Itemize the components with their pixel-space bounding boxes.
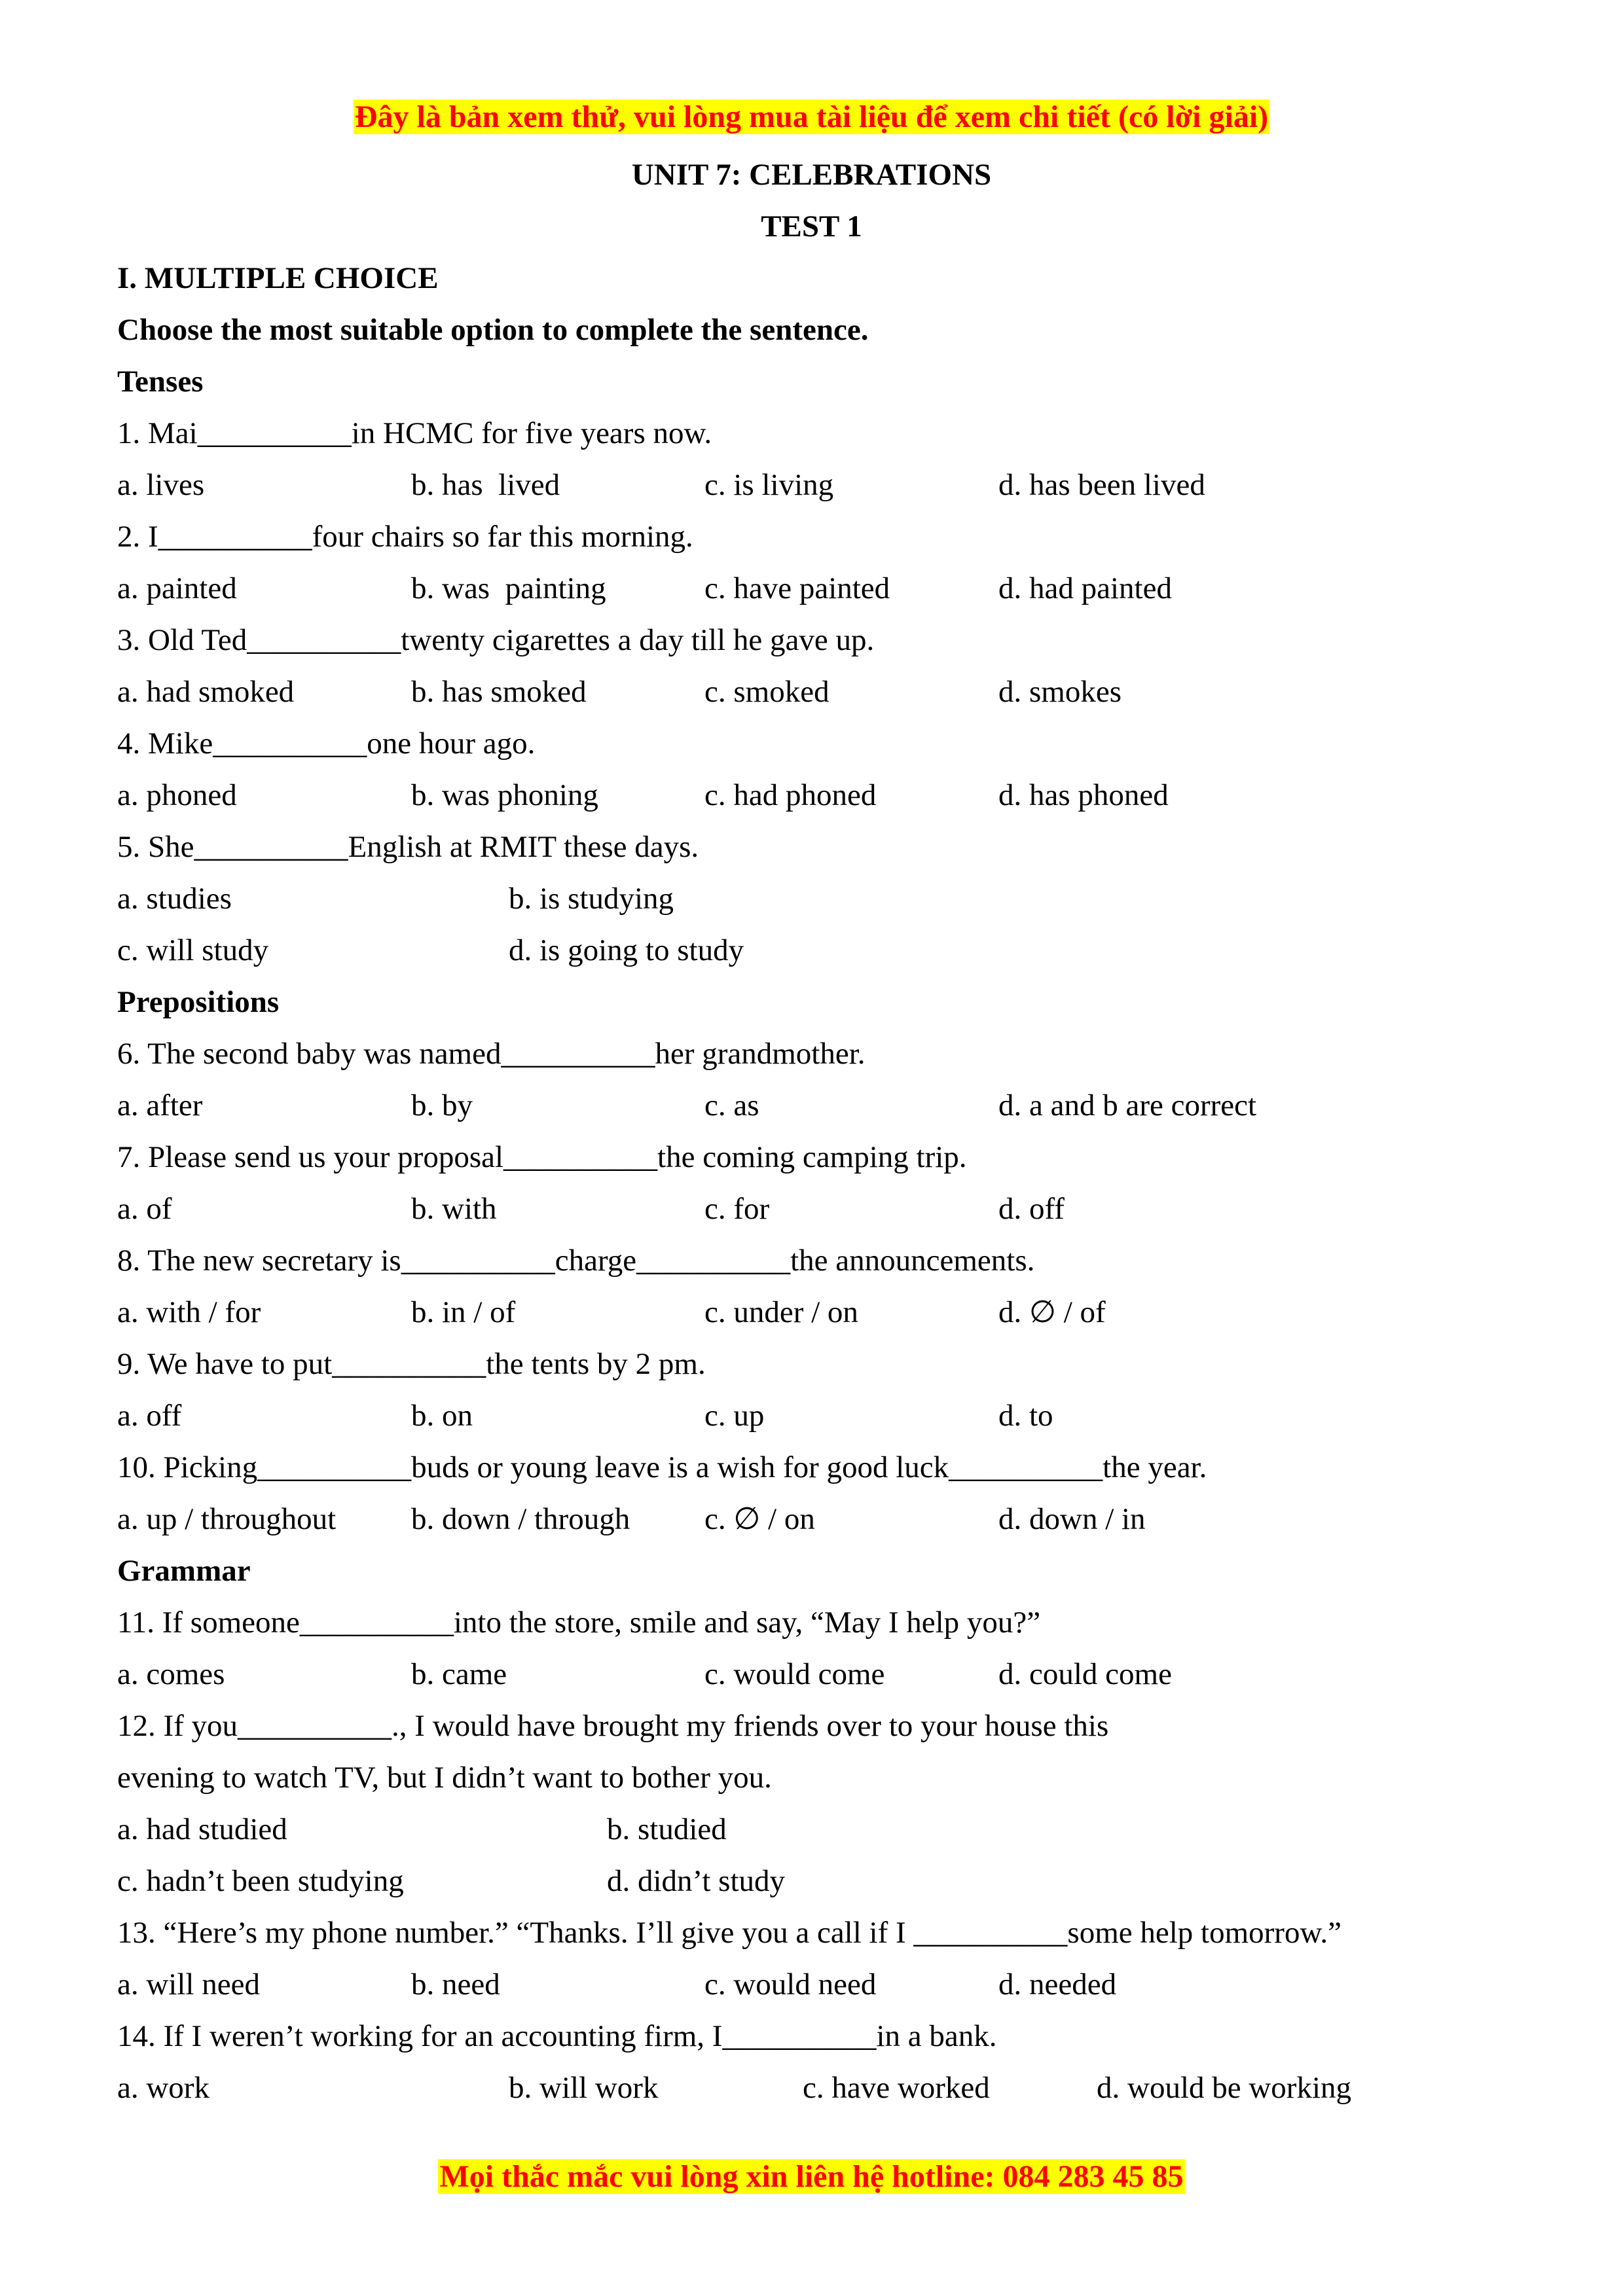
- answer-option[interactable]: d. to: [998, 1399, 1053, 1433]
- options-row: [0, 1390, 1623, 1442]
- question-stem: 4. Mike__________one hour ago.: [117, 726, 536, 761]
- answer-option[interactable]: b. down / through: [411, 1502, 630, 1536]
- answer-option[interactable]: c. hadn’t been studying: [117, 1864, 404, 1898]
- hotline-text: Mọi thắc mắc vui lòng xin liên hệ hotline: 084 283 45 85: [439, 2159, 1184, 2194]
- answer-option[interactable]: b. has smoked: [411, 675, 587, 709]
- answer-option[interactable]: d. had painted: [998, 571, 1172, 605]
- section-heading: Prepositions: [117, 985, 280, 1019]
- question-stem: 3. Old Ted__________twenty cigarettes a day till he gave up.: [117, 623, 875, 657]
- instruction: Choose the most suitable option to complete the sentence.: [117, 313, 869, 347]
- question-stem: 7. Please send us your proposal__________the coming camping trip.: [117, 1140, 967, 1174]
- hotline-banner: [0, 2151, 1623, 2202]
- options-row: [0, 770, 1623, 821]
- preview-notice-text: Đây là bản xem thử, vui lòng mua tài liệu để xem chi tiết (có lời giải): [354, 99, 1269, 134]
- section-heading: Grammar: [117, 1554, 251, 1588]
- answer-option[interactable]: c. up: [704, 1399, 765, 1433]
- answer-option[interactable]: d. smokes: [998, 675, 1122, 709]
- part-heading: I. MULTIPLE CHOICE: [117, 261, 439, 295]
- answer-option[interactable]: a. lives: [117, 468, 205, 502]
- answer-option[interactable]: c. under / on: [704, 1295, 858, 1329]
- answer-option[interactable]: c. have painted: [704, 571, 890, 605]
- answer-option[interactable]: a. of: [117, 1192, 172, 1226]
- answer-option[interactable]: a. had smoked: [117, 675, 295, 709]
- answer-option[interactable]: b. came: [411, 1657, 507, 1691]
- options-row: [0, 666, 1623, 718]
- test-subtitle: TEST 1: [761, 209, 862, 243]
- question-stem: 9. We have to put__________the tents by 2 pm.: [117, 1347, 706, 1381]
- answer-option[interactable]: a. phoned: [117, 778, 237, 812]
- options-row: [0, 873, 1623, 925]
- answer-option[interactable]: c. had phoned: [704, 778, 877, 812]
- options-row: [0, 1494, 1623, 1545]
- answer-option[interactable]: d. down / in: [998, 1502, 1146, 1536]
- options-row: [0, 459, 1623, 511]
- answer-option[interactable]: c. smoked: [704, 675, 830, 709]
- answer-option[interactable]: c. have worked: [803, 2071, 990, 2105]
- question-stem: 12. If you__________., I would have brought my friends over to your house this: [117, 1709, 1109, 1743]
- options-row: [0, 1080, 1623, 1132]
- answer-option[interactable]: a. with / for: [117, 1295, 261, 1329]
- question-stem: 6. The second baby was named__________her grandmother.: [117, 1037, 866, 1071]
- question-stem: 14. If I weren’t working for an accounting firm, I__________in a bank.: [117, 2019, 997, 2053]
- answer-option[interactable]: b. by: [411, 1088, 473, 1122]
- test-content: [0, 149, 1623, 2114]
- answer-option[interactable]: b. in / of: [411, 1295, 516, 1329]
- answer-option[interactable]: a. studies: [117, 882, 232, 916]
- answer-option[interactable]: c. would need: [704, 1967, 877, 2001]
- question-stem: 2. I__________four chairs so far this morning.: [117, 520, 693, 554]
- answer-option[interactable]: d. has phoned: [998, 778, 1169, 812]
- answer-option[interactable]: a. painted: [117, 571, 237, 605]
- options-row: [0, 1183, 1623, 1235]
- answer-option[interactable]: b. was painting: [411, 571, 606, 605]
- answer-option[interactable]: c. ∅ / on: [704, 1502, 815, 1536]
- answer-option[interactable]: b. was phoning: [411, 778, 598, 812]
- answer-option[interactable]: b. need: [411, 1967, 500, 2001]
- answer-option[interactable]: c. as: [704, 1088, 759, 1122]
- options-row: [0, 1287, 1623, 1338]
- unit-title: UNIT 7: CELEBRATIONS: [631, 158, 992, 192]
- answer-option[interactable]: d. could come: [998, 1657, 1172, 1691]
- options-row: [0, 2062, 1623, 2114]
- options-row: [0, 563, 1623, 615]
- answer-option[interactable]: a. had studied: [117, 1812, 287, 1846]
- sections: [0, 356, 1623, 2114]
- answer-option[interactable]: d. a and b are correct: [998, 1088, 1257, 1122]
- question-stem: 10. Picking__________buds or young leave is a wish for good luck__________the year.: [117, 1450, 1207, 1484]
- answer-option[interactable]: c. will study: [117, 933, 269, 967]
- answer-option[interactable]: d. needed: [998, 1967, 1117, 2001]
- question-stem: 8. The new secretary is__________charge__________the announcements.: [117, 1244, 1035, 1278]
- answer-option[interactable]: a. work: [117, 2071, 210, 2105]
- answer-option[interactable]: b. will work: [509, 2071, 659, 2105]
- answer-option[interactable]: b. studied: [607, 1812, 727, 1846]
- question-stem: 11. If someone__________into the store, smile and say, “May I help you?”: [117, 1605, 1041, 1640]
- question-stem: 13. “Here’s my phone number.” “Thanks. I’ll give you a call if I __________some help tomorrow.”: [117, 1916, 1341, 1950]
- answer-option[interactable]: a. after: [117, 1088, 203, 1122]
- answer-option[interactable]: d. would be working: [1097, 2071, 1352, 2105]
- answer-option[interactable]: d. didn’t study: [607, 1864, 786, 1898]
- answer-option[interactable]: d. off: [998, 1192, 1065, 1226]
- preview-notice-banner: [0, 91, 1623, 143]
- answer-option[interactable]: a. will need: [117, 1967, 260, 2001]
- options-row: [0, 1804, 1623, 1856]
- answer-option[interactable]: b. is studying: [509, 882, 674, 916]
- answer-option[interactable]: a. off: [117, 1399, 182, 1433]
- answer-option[interactable]: d. is going to study: [509, 933, 744, 967]
- answer-option[interactable]: a. up / throughout: [117, 1502, 337, 1536]
- answer-option[interactable]: c. for: [704, 1192, 770, 1226]
- answer-option[interactable]: a. comes: [117, 1657, 225, 1691]
- answer-option[interactable]: b. on: [411, 1399, 473, 1433]
- question-stem: 5. She__________English at RMIT these days.: [117, 830, 699, 864]
- answer-option[interactable]: d. has been lived: [998, 468, 1205, 502]
- answer-option[interactable]: c. is living: [704, 468, 834, 502]
- answer-option[interactable]: b. with: [411, 1192, 497, 1226]
- section-heading: Tenses: [117, 365, 204, 399]
- options-row: [0, 1959, 1623, 2011]
- options-row: [0, 925, 1623, 977]
- question-stem: 1. Mai__________in HCMC for five years now.: [117, 416, 712, 450]
- options-row: [0, 1856, 1623, 1907]
- answer-option[interactable]: c. would come: [704, 1657, 885, 1691]
- answer-option[interactable]: d. ∅ / of: [998, 1295, 1106, 1329]
- question-stem: evening to watch TV, but I didn’t want to bother you.: [117, 1761, 772, 1795]
- answer-option[interactable]: b. has lived: [411, 468, 560, 502]
- options-row: [0, 1649, 1623, 1700]
